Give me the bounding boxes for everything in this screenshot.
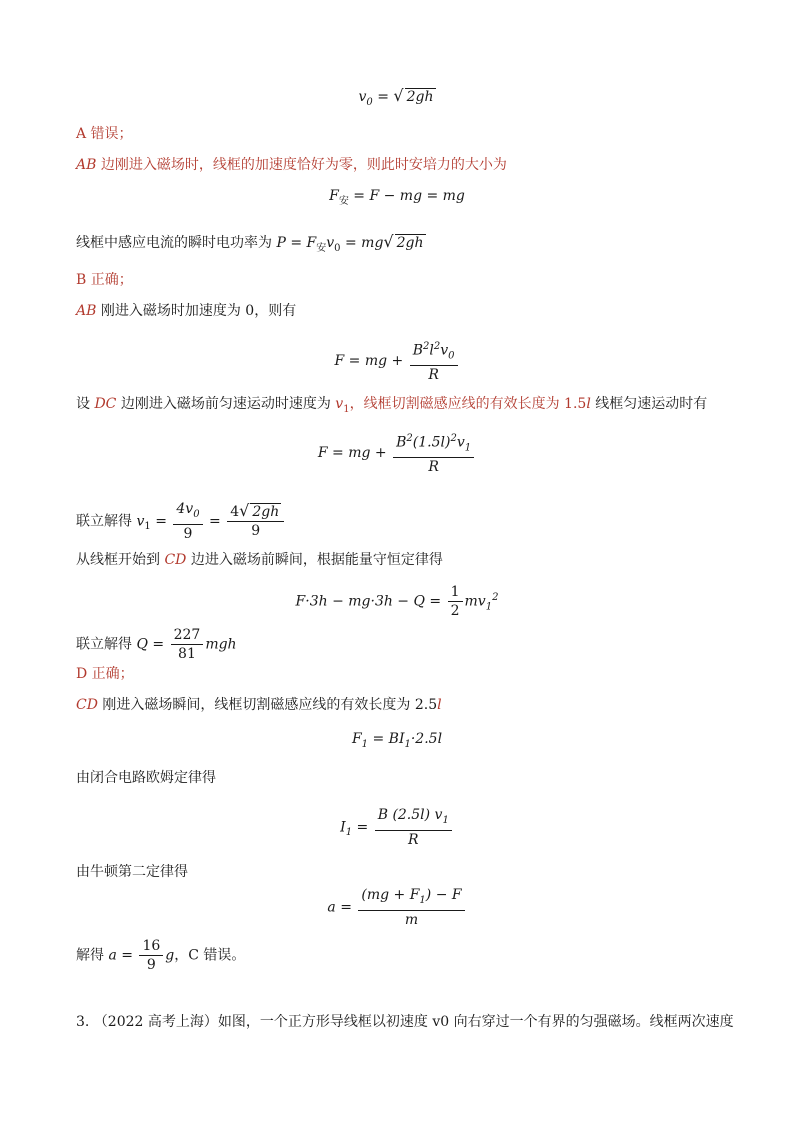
text-solve-v1: 联立解得 $v_1$ = $\frac{4v_0}{9}$ = $\frac{4√ 2gh}{9}$ xyxy=(76,500,286,543)
text-d-correct: D 正确； xyxy=(76,666,134,682)
equation-v0: $v_0$ = √ 2gh xyxy=(358,86,434,108)
equation-a: a = $\frac{(mg + F_1) - F}{m}$ xyxy=(0,886,794,929)
equation-f1-cd: $F_1 = BI_1\cdot 2.5l$ xyxy=(351,731,443,750)
text-ab-accel: AB 刚进入磁场时加速度为 0，则有 xyxy=(76,303,297,319)
text-dc-enter: 设 DC 边刚进入磁场前匀速运动时速度为 $v_1$，线框切割磁感应线的有效长度为 1.5l 线框匀速运动时有 xyxy=(76,396,708,415)
text-ohm: 由闭合电路欧姆定律得 xyxy=(76,770,216,786)
text-a-wrong: A 错误； xyxy=(76,126,133,142)
text-b-correct: B 正确； xyxy=(76,272,133,288)
equation-f2: F = mg + $\frac{B^2(1.5l)^2v_1}{R}$ xyxy=(0,430,794,476)
text-power: 线框中感应电流的瞬时电功率为 $P = F_安v_0 = mg√$ 2gh xyxy=(76,232,424,254)
text-solve-a: 解得 a = $\frac{16}{9}$ g，C 错误。 xyxy=(76,938,246,973)
equation-energy: F·3h − mg·3h − Q = $\frac{1}{2}$ $mv_1^2$ xyxy=(295,584,499,619)
text-energy: 从线框开始到 CD 边进入磁场前瞬间，根据能量守恒定律得 xyxy=(76,552,443,568)
text-cd-enter: CD 刚进入磁场瞬间，线框切割磁感应线的有效长度为 2.5l xyxy=(76,697,442,713)
text-solve-q: 联立解得 Q = $\frac{227}{81}$ mgh xyxy=(76,627,237,662)
equation-f1: F = mg + $\frac{B^2l^2v_0}{R}$ xyxy=(0,338,794,384)
text-newton: 由牛顿第二定律得 xyxy=(76,864,188,880)
equation-i1: $I_1$ = $\frac{B (2.5l) v_1}{R}$ xyxy=(0,806,794,849)
equation-f-ampere: $F_安 = F$ − mg = mg xyxy=(329,188,465,207)
text-ab-enter: AB 边刚进入磁场时，线框的加速度恰好为零，则此时安培力的大小为 xyxy=(76,157,507,173)
question-3: 3. （2022 高考上海）如图，一个正方形导线框以初速度 v0 向右穿过一个有界的匀强磁场。线框两次速度 xyxy=(76,1014,734,1030)
